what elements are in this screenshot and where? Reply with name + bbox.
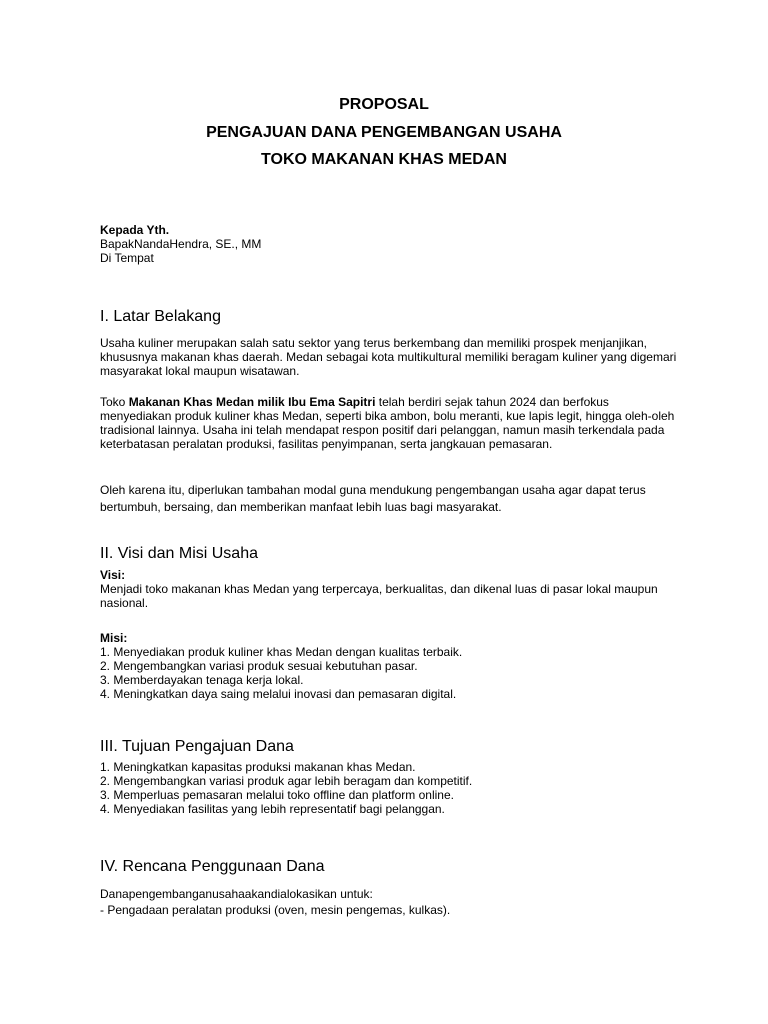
recipient-name: BapakNandaHendra, SE., MM [100,237,262,251]
section-heading-rencana: IV. Rencana Penggunaan Dana [100,858,325,875]
misi-label: Misi: [100,631,128,645]
paragraph [100,482,680,516]
visi-label: Visi: [100,568,126,582]
list-item: 2. Mengembangkan variasi produk sesuai kebutuhan pasar. [100,659,418,673]
list-item: 4. Menyediakan fasilitas yang lebih representatif bagi pelanggan. [100,802,445,816]
list-item: 3. Memberdayakan tenaga kerja lokal. [100,673,304,687]
visi-text: Menjadi toko makanan khas Medan yang terpercaya, berkualitas, dan dikenal luas di pasar lokal maupun nasional. [100,582,658,610]
visi-block [100,568,680,610]
paragraph-rest: telah berdiri sejak tahun 2024 dan berfokus menyediakan produk kuliner khas Medan, seperti bika ambon, bolu meranti, kue lapis legit, hingga oleh-oleh tradisional lainnya. Usaha ini telah mendapat respon positif dari pelanggan, namun masih terkendala pada keterbatasan peralatan produksi, fasilitas penyimpanan, serta jangkauan pemasaran. [100,395,675,451]
paragraph [100,336,680,378]
list-item: - Pengadaan peralatan produksi (oven, mesin pengemas, kulkas). [100,903,451,917]
section-heading-tujuan: III. Tujuan Pengajuan Dana [100,738,294,755]
business-owner-name: Makanan Khas Medan milik Ibu Ema Sapitri [128,395,376,409]
paragraph-text [100,395,680,451]
paragraph [100,395,680,451]
section-heading-latar-belakang: I. Latar Belakang [100,308,221,325]
tujuan-block [100,760,680,816]
document-subtitle: PENGAJUAN DANA PENGEMBANGAN USAHA [206,124,562,141]
list-item: 1. Menyediakan produk kuliner khas Medan dengan kualitas terbaik. [100,645,463,659]
rencana-list [100,902,680,918]
paragraph-prefix: Toko [100,395,129,409]
recipient-greeting: Kepada Yth. [100,223,170,237]
list-item: 3. Memperluas pemasaran melalui toko offline dan platform online. [100,788,454,802]
business-name-title: TOKO MAKANAN KHAS MEDAN [261,151,507,168]
tujuan-list [100,760,680,816]
paragraph-text: Usaha kuliner merupakan salah satu sektor yang terus berkembang dan memiliki prospek menjanjikan, khususnya makanan khas daerah. Medan sebagai kota multikultural memiliki beragam kuliner yang digemari masyarakat lokal maupun wisatawan. [100,336,677,378]
rencana-block [100,886,680,918]
section-heading-visi-misi: II. Visi dan Misi Usaha [100,545,258,562]
misi-block [100,631,680,701]
list-item: 1. Meningkatkan kapasitas produksi makanan khas Medan. [100,760,416,774]
misi-list [100,645,680,701]
paragraph-text: Oleh karena itu, diperlukan tambahan modal guna mendukung pengembangan usaha agar dapat terus bertumbuh, bersaing, dan memberikan manfaat lebih luas bagi masyarakat. [100,483,646,514]
recipient-block [100,223,680,265]
list-item: 2. Mengembangkan variasi produk agar lebih beragam dan kompetitif. [100,774,473,788]
rencana-intro: Danapengembanganusahaakandialokasikan untuk: [100,887,373,901]
recipient-place: Di Tempat [100,251,154,265]
list-item: 4. Meningkatkan daya saing melalui inovasi dan pemasaran digital. [100,687,457,701]
document-title: PROPOSAL [339,96,429,113]
